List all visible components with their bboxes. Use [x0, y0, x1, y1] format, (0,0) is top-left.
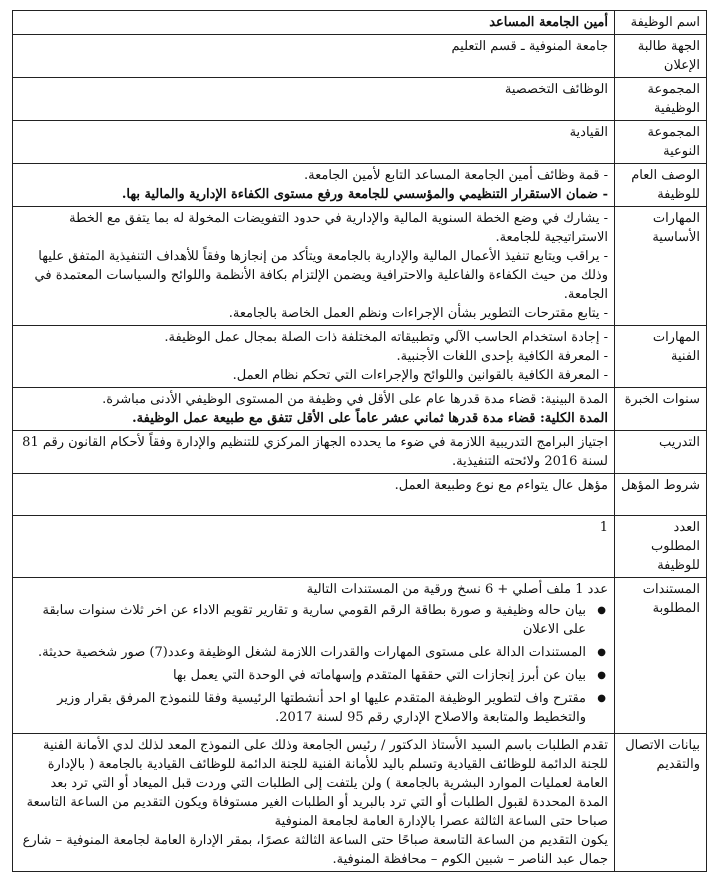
row-description [13, 164, 707, 207]
row-qualitative-group [13, 121, 707, 164]
row-required-count [13, 516, 707, 578]
job-details-table [12, 10, 707, 872]
label-job-group: المجموعة الوظيفية [615, 78, 707, 121]
value-description [13, 164, 615, 207]
value-contact [13, 734, 615, 872]
documents-intro: عدد 1 ملف أصلي + 6 نسخ ورقية من المستندات التالية [306, 582, 608, 597]
row-documents [13, 578, 707, 734]
value-documents [13, 578, 615, 734]
technical-skill-line: - إجادة استخدام الحاسب الآلي وتطبيقاته المختلفة ذات الصلة بمجال عمل الوظيفة. [164, 330, 608, 345]
value-core-skills [13, 207, 615, 326]
document-item: ● المستندات الدالة على مستوى المهارات والقدرات اللازمة لشغل الوظيفة وعدد(7) صور شخصية حديثة. [19, 643, 586, 662]
label-job-title: اسم الوظيفة [615, 11, 707, 35]
value-job-title: أمين الجامعة المساعد [13, 11, 615, 35]
value-qualification: مؤهل عال يتواءم مع نوع وطبيعة العمل. [13, 474, 615, 516]
technical-skill-line: - المعرفة الكافية بإحدى اللغات الأجنبية. [396, 349, 608, 364]
description-line: - قمة وظائف أمين الجامعة المساعد التابع لأمين الجامعة. [303, 168, 608, 183]
core-skill-line: - يتابع مقترحات التطوير بشأن الإجراءات ونظم العمل الخاصة بالجامعة. [228, 306, 608, 321]
label-experience: سنوات الخبرة [615, 388, 707, 431]
contact-line: تقدم الطلبات باسم السيد الأستاذ الدكتور / رئيس الجامعة وذلك على النموذج المعد لذلك لدي الأمانة الفنية للجنة الدائمة للوظائف القيادية وتسلم باليد للأمانة الفنية للجنة الدائمة للوظائف القيادية بالجامعة ( بالإدارة العامة لعمليات الموارد البشرية بالجامعة ) ولن يلتفت إلى الطلبات التي وردت قبل الميعاد أو التي ترد بعد المدة المحددة لقبول الطلبات أو التي ترد بالبريد أو الطلبات الغير مستوفاة ويكون التقديم من الساعة التاسعة صباحا حتى الساعة الثالثة عصرا بالإدارة العامة لجامعة المنوفية [26, 738, 608, 829]
value-technical-skills [13, 326, 615, 388]
experience-line: المدة البينية: قضاء مدة قدرها عام على الأقل في وظيفة من المستوى الوظيفي الأدنى مباشرة. [102, 392, 608, 407]
row-job-group [13, 78, 707, 121]
documents-list [19, 601, 608, 727]
value-experience [13, 388, 615, 431]
label-description: الوصف العام للوظيفة [615, 164, 707, 207]
row-qualification [13, 474, 707, 516]
row-job-title [13, 11, 707, 35]
label-contact: بيانات الاتصال والتقديم [615, 734, 707, 872]
label-technical-skills: المهارات الفنية [615, 326, 707, 388]
label-documents: المستندات المطلوبة [615, 578, 707, 734]
label-training: التدريب [615, 431, 707, 474]
experience-line: المدة الكلية: قضاء مدة قدرها ثماني عشر عاماً على الأقل تتفق مع طبيعة عمل الوظيفة. [132, 411, 608, 426]
row-contact [13, 734, 707, 872]
value-training: اجتياز البرامج التدريبية اللازمة في ضوء ما يحدده الجهاز المركزي للتنظيم والإدارة وفقاً لأحكام القانون رقم 81 لسنة 2016 ولائحته التنفيذية. [13, 431, 615, 474]
row-core-skills [13, 207, 707, 326]
row-experience [13, 388, 707, 431]
row-issuer [13, 35, 707, 78]
document-item: ● مقترح واف لتطوير الوظيفة المتقدم عليها او احد أنشطتها الرئيسية وفقا للنموذج المرفق بقرار وزير والتخطيط والمتابعة والاصلاح الإداري رقم 95 لسنة 2017. [19, 689, 586, 727]
label-qualitative-group: المجموعة النوعية [615, 121, 707, 164]
value-issuer: جامعة المنوفية ـ قسم التعليم [13, 35, 615, 78]
core-skill-line: - يراقب ويتابع تنفيذ الأعمال المالية والإدارية بالجامعة ويتأكد من إنجازها وفقاً للأهداف التنفيذية المتفق عليها وذلك من حيث الكفاءة والفاعلية والاحترافية ويضمن الإلتزام بكافة الأنظمة واللوائح والسياسات المعتمدة في الجامعة. [34, 249, 608, 302]
label-core-skills: المهارات الأساسية [615, 207, 707, 326]
value-required-count: 1 [13, 516, 615, 578]
document-item: ● بيان عن أبرز إنجازات التي حققها المتقدم وإسهاماته في الوحدة التي يعمل بها [19, 666, 586, 685]
row-technical-skills [13, 326, 707, 388]
label-issuer: الجهة طالبة الإعلان [615, 35, 707, 78]
technical-skill-line: - المعرفة الكافية بالقوانين واللوائح والإجراءات التي تحكم نظام العمل. [232, 368, 608, 383]
document-item: ● بيان حاله وظيفية و صورة بطاقة الرقم القومي سارية و تقارير تقويم الاداء عن اخر ثلاث سنوات سابقة على الاعلان [19, 601, 586, 639]
label-required-count: العدد المطلوب للوظيفة [615, 516, 707, 578]
description-line: - ضمان الاستقرار التنظيمي والمؤسسي للجامعة ورفع مستوى الكفاءة الإدارية والمالية بها. [121, 187, 608, 202]
row-training [13, 431, 707, 474]
label-qualification: شروط المؤهل [615, 474, 707, 516]
value-job-group: الوظائف التخصصية [13, 78, 615, 121]
value-qualitative-group: القيادية [13, 121, 615, 164]
core-skill-line: - يشارك في وضع الخطة السنوية المالية والإدارية في حدود التفويضات المخولة له بما يتفق مع الخطة الاستراتيجية للجامعة. [69, 211, 608, 245]
contact-line: يكون التقديم من الساعة التاسعة صباحًا حتى الساعة الثالثة عصرًا، بمقر الإدارة العامة لجامعة المنوفية – شارع جمال عبد الناصر – شبين الكوم – محافظة المنوفية. [22, 833, 608, 867]
